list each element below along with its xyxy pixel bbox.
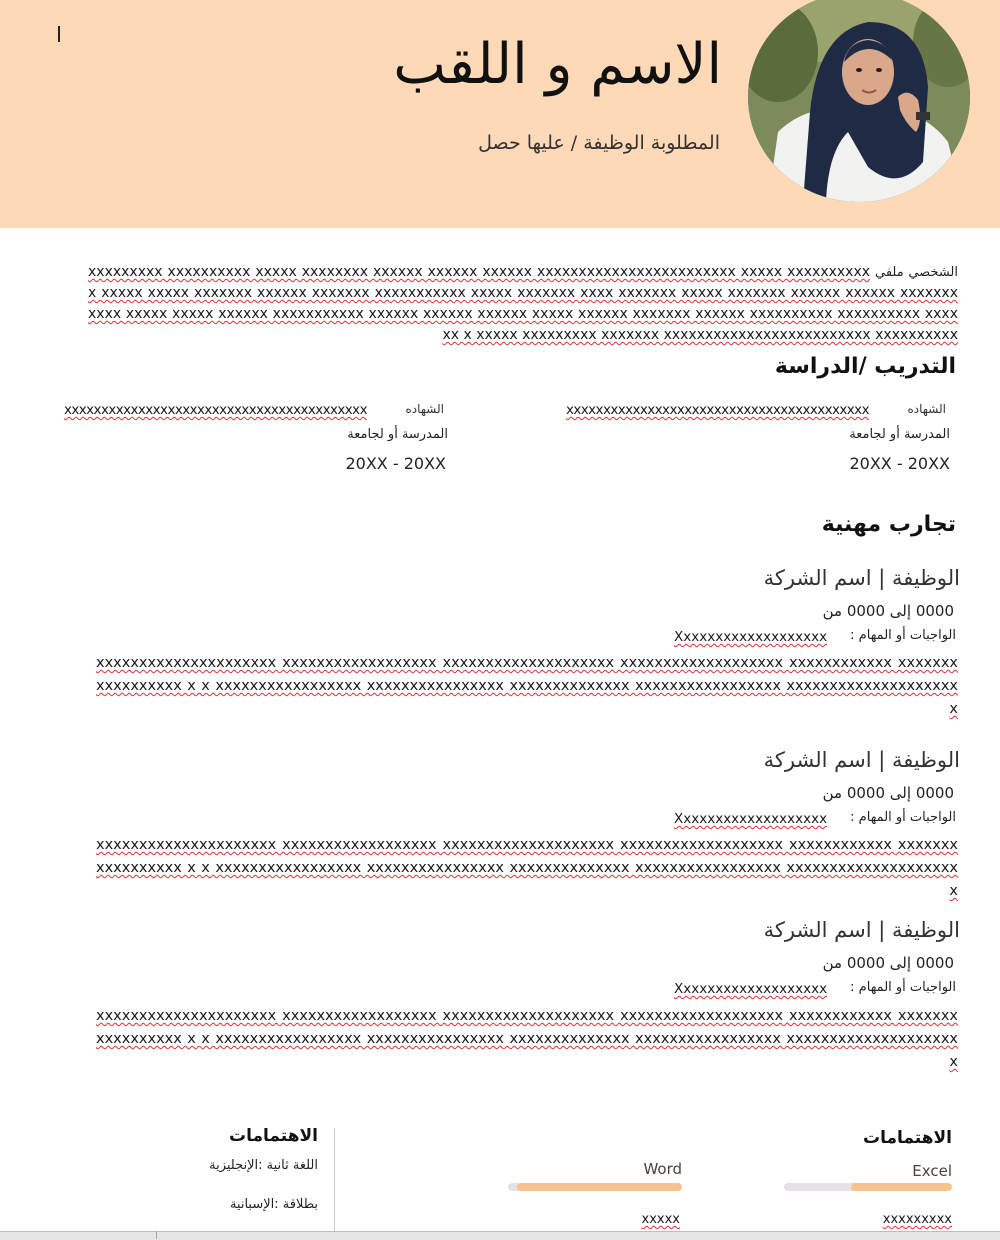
edu-2-school: المدرسة أو لجامعة bbox=[347, 427, 448, 442]
skill-2-bar-fill bbox=[517, 1183, 682, 1191]
profile-photo[interactable] bbox=[748, 0, 970, 202]
language-line-1: اللغة ثانية :الإنجليزية bbox=[209, 1158, 318, 1173]
profile-text: xxxxxxxxx xxxxxxxxxx xxxxx xxxxxxxx xxxxxx xxxxxx xxxxxx xxxxxxxxxxxxxxxxxxxxxxxx xxxxx xxxxxxxxxxx xxxxx xxxxx xxxxxxx xxxxxx xxxxxxx xxxxxxxxxxx xxxxx xxxxxxx xxxx xxxxxxx xxxxx xxxxxxx xxxxxx xxxxxx xxxxxxxxxxx xxxxx xxxxx xxxxxx xxxxxxxxxxx xxxxxx xxxxxx xxxxxx xxxxx xxxxxx xxxxxxx xxxxxx xxxxxxxxxx xxxxxxxxxx xxxxxx x xxxxx xxxxxxxxx xxxxxxx xxxxxxxxxxxxxxxxxxxxxxxxx xxxxxxxxxx bbox=[88, 264, 958, 343]
job-1-duties-label: الواجبات أو المهام : bbox=[850, 628, 956, 643]
experience-heading: تجارب مهنية bbox=[821, 512, 956, 537]
edu-2-cert-value: xxxxxxxxxxxxxxxxxxxxxxxxxxxxxxxxxxxxxxxxx bbox=[64, 402, 367, 418]
job-2-duties-label: الواجبات أو المهام : bbox=[850, 810, 956, 825]
skill-2-label: Word bbox=[643, 1160, 682, 1178]
skills-heading: الاهتمامات bbox=[863, 1128, 952, 1148]
skill-1-caption: xxxxxxxxx bbox=[882, 1212, 952, 1227]
job-2-dates: 0000 إلى 0000 من bbox=[822, 784, 954, 802]
edu-1-cert-value: xxxxxxxxxxxxxxxxxxxxxxxxxxxxxxxxxxxxxxxxx bbox=[566, 402, 869, 418]
education-heading: التدريب /الدراسة bbox=[774, 354, 956, 379]
edu-1-years: 20XX - 20XX bbox=[849, 454, 950, 473]
job-3-title[interactable]: الوظيفة | اسم الشركة bbox=[763, 918, 960, 942]
job-2-duties-value: Xxxxxxxxxxxxxxxxxxx bbox=[674, 811, 828, 827]
languages-heading: الاهتمامات bbox=[229, 1126, 318, 1146]
portrait-image bbox=[748, 0, 970, 202]
skill-1-label: Excel bbox=[912, 1162, 952, 1180]
job-1-title[interactable]: الوظيفة | اسم الشركة bbox=[763, 566, 960, 590]
edu-2-cert-label: الشهاده bbox=[405, 402, 444, 416]
text-cursor bbox=[58, 26, 60, 42]
name-title[interactable]: الاسم و اللقب bbox=[393, 32, 722, 97]
column-divider bbox=[334, 1128, 335, 1233]
profile-section[interactable] bbox=[88, 262, 958, 346]
job-1-duties-value: Xxxxxxxxxxxxxxxxxxx bbox=[674, 629, 828, 645]
edu-1-cert-label: الشهاده bbox=[907, 402, 946, 416]
skill-1-bar bbox=[784, 1183, 952, 1191]
job-2-title[interactable]: الوظيفة | اسم الشركة bbox=[763, 748, 960, 772]
skill-1-bar-fill bbox=[851, 1183, 952, 1191]
job-2-description: xxxxxxxxxxxxxxxxxxxxx xxxxxxxxxxxxxxxxxx xxxxxxxxxxxxxxxxxxxx xxxxxxxxxxxxxxxxxxx xxxxxxxxxxxx xxxxxxxxxxxxxxxxx x x xxxxxxxxxxxxxxxxx xxxxxxxxxxxxxxxx xxxxxxxxxxxxxx xxxxxxxxxxxxxxxxx xxxxxxxxxxxxxxxxxxxxx bbox=[96, 837, 958, 899]
skill-2-caption: xxxxx bbox=[641, 1212, 680, 1227]
profile-label: الشخصي ملفي bbox=[875, 265, 959, 280]
job-1-dates: 0000 إلى 0000 من bbox=[822, 602, 954, 620]
skill-2-bar bbox=[508, 1183, 682, 1191]
job-subtitle[interactable]: المطلوبة الوظيفة / عليها حصل bbox=[478, 132, 720, 154]
job-3-dates: 0000 إلى 0000 من bbox=[822, 954, 954, 972]
edu-1-school: المدرسة أو لجامعة bbox=[849, 427, 950, 442]
job-1-description: xxxxxxxxxxxxxxxxxxxxx xxxxxxxxxxxxxxxxxx xxxxxxxxxxxxxxxxxxxx xxxxxxxxxxxxxxxxxxx xxxxxxxxxxxx xxxxxxxxxxxxxxxxx x x xxxxxxxxxxxxxxxxx xxxxxxxxxxxxxxxx xxxxxxxxxxxxxx xxxxxxxxxxxxxxxxx xxxxxxxxxxxxxxxxxxxxx bbox=[96, 655, 958, 717]
job-3-duties-label: الواجبات أو المهام : bbox=[850, 980, 956, 995]
job-3-description: xxxxxxxxxxxxxxxxxxxxx xxxxxxxxxxxxxxxxxx xxxxxxxxxxxxxxxxxxxx xxxxxxxxxxxxxxxxxxx xxxxxxxxxxxx xxxxxxxxxxxxxxxxx x x xxxxxxxxxxxxxxxxx xxxxxxxxxxxxxxxx xxxxxxxxxxxxxx xxxxxxxxxxxxxxxxx xxxxxxxxxxxxxxxxxxxxx bbox=[96, 1008, 958, 1070]
job-3-duties-value: Xxxxxxxxxxxxxxxxxxx bbox=[674, 981, 828, 997]
edu-2-years: 20XX - 20XX bbox=[345, 454, 446, 473]
language-line-2: بطلاقة :الإسبانية bbox=[229, 1197, 318, 1212]
scrollbar-divider bbox=[156, 1231, 157, 1239]
